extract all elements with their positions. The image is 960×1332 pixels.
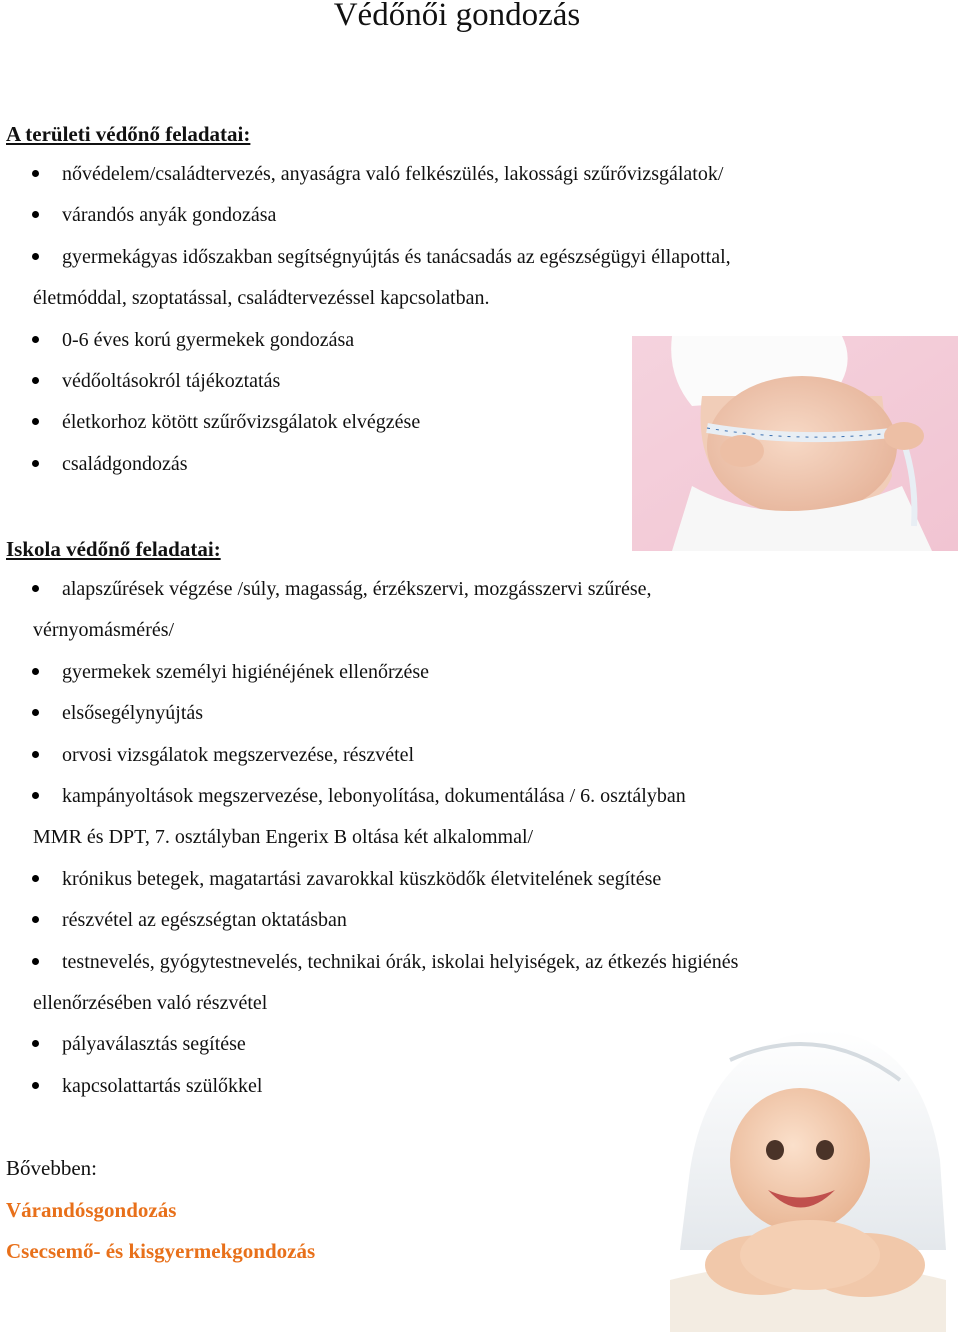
list-item: testnevelés, gyógytestnevelés, technikai órák, iskolai helyiségek, az étkezés higiénés ellenőrzésében való részvétel [0, 942, 942, 1025]
list-item: alapszűrések végzése /súly, magasság, érzékszervi, mozgásszervi szűrése, vérnyomásmérés/ [0, 569, 942, 652]
list-item: kampányoltások megszervezése, lebonyolítása, dokumentálása / 6. osztályban MMR és DPT, 7. osztályban Engerix B oltása két alkalommal/ [0, 776, 942, 859]
list-item: gyermekek személyi higiénéjének ellenőrzése [0, 652, 942, 693]
list-item: részvétel az egészségtan oktatásban [0, 900, 942, 941]
list-item: orvosi vizsgálatok megszervezése, részvétel [0, 735, 942, 776]
more-heading: Bővebben: [6, 1156, 97, 1180]
pregnant-belly-photo [632, 336, 958, 551]
list-item: gyermekágyas időszakban segítségnyújtás és tanácsadás az egészségügyi éllapottal, életmóddal, szoptatással, családtervezéssel kapcsolatban. [0, 237, 952, 320]
list-item: nővédelem/családtervezés, anyaságra való felkészülés, lakossági szűrővizsgálatok/ [0, 154, 952, 195]
list-item: pályaválasztás segítése [0, 1024, 942, 1065]
baby-photo [670, 1020, 946, 1332]
list-item: elsősegélynyújtás [0, 693, 942, 734]
list-item: védőoltásokról tájékoztatás [0, 361, 952, 402]
list-item: várandós anyák gondozása [0, 195, 952, 236]
area-nurse-heading: A területi védőnő feladatai: [6, 122, 251, 146]
school-nurse-heading: Iskola védőnő feladatai: [6, 537, 221, 561]
list-item: 0-6 éves korú gyermekek gondozása [0, 320, 952, 361]
list-item: krónikus betegek, magatartási zavarokkal küszködők életvitelének segítése [0, 859, 942, 900]
list-item: életkorhoz kötött szűrővizsgálatok elvégzése [0, 402, 952, 443]
prenatal-care-link[interactable]: Várandósgondozás [6, 1198, 177, 1222]
list-item: családgondozás [0, 444, 952, 485]
list-item: kapcsolattartás szülőkkel [0, 1066, 942, 1107]
infant-child-care-link[interactable]: Csecsemő- és kisgyermekgondozás [6, 1239, 316, 1263]
page-title: Védőnői gondozás [333, 0, 581, 33]
